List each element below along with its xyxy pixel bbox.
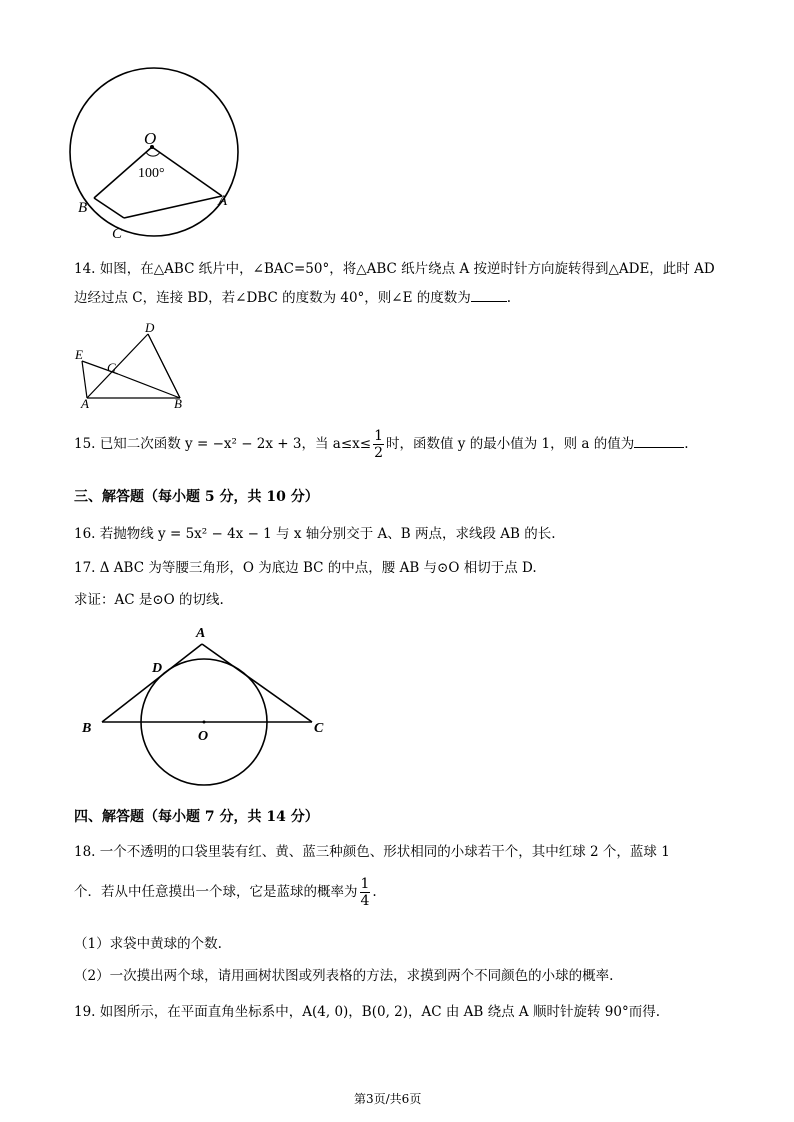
figure-q14-triangles [72, 318, 192, 410]
q14-answer-blank[interactable] [471, 289, 507, 302]
q15-fraction [373, 428, 384, 461]
q15-end: . [684, 436, 689, 452]
label-angle: 100° [138, 166, 165, 181]
label-d: D [152, 661, 163, 676]
angle-arc [146, 152, 160, 156]
q18-frac-num: 1 [360, 876, 370, 892]
page-footer: 第3页/共6页 [354, 1092, 422, 1106]
label-c: C [107, 360, 116, 375]
figure-q13-circle [66, 64, 256, 244]
q14-line1: 14. 如图，在△ABC 纸片中，∠BAC=50°，将△ABC 纸片绕点 A 按逆时针方向旋转得到△ADE，此时 AD [74, 261, 715, 277]
q14-end: . [506, 290, 512, 306]
q16-line: 16. 若抛物线 y = 5x² − 4x − 1 与 x 轴分别交于 A、B 两点，求线段 AB 的长. [74, 526, 556, 542]
label-c: C [112, 226, 123, 242]
label-a: A [81, 396, 89, 410]
label-a: A [196, 626, 206, 641]
q15-frac-num: 1 [374, 428, 383, 444]
q15-pre: 15. 已知二次函数 y = −x² − 2x + 3，当 a≤x≤ [74, 436, 372, 452]
q15-answer-blank[interactable] [634, 435, 684, 448]
label-b: B [78, 200, 88, 216]
q18-fraction [360, 876, 371, 909]
q18-sub2: （2）一次摸出两个球，请用画树状图或列表格的方法，求摸到两个不同颜色的小球的概率. [74, 968, 614, 984]
section-3-heading: 三、解答题（每小题 5 分，共 10 分） [74, 489, 319, 505]
segment-ca [124, 196, 222, 218]
q15-post: 时，函数值 y 的最小值为 1，则 a 的值为 [386, 436, 635, 452]
q17-line2: 求证：AC 是⊙O 的切线. [74, 592, 224, 608]
figure-q17-tangent [78, 620, 338, 792]
q14-line2-text: 边经过点 C，连接 BD，若∠DBC 的度数为 40°，则∠E 的度数为 [74, 290, 471, 306]
label-o: O [198, 729, 209, 744]
section-4-heading: 四、解答题（每小题 7 分，共 14 分） [74, 809, 319, 825]
q14-line2 [74, 286, 511, 306]
label-e: E [75, 347, 83, 362]
label-b: B [174, 396, 182, 410]
q19-line: 19. 如图所示，在平面直角坐标系中，A(4, 0)，B(0, 2)，AC 由 AB 绕点 A 顺时针旋转 90°而得. [74, 1004, 660, 1020]
q18-line2-post: . [372, 884, 377, 900]
label-d: D [145, 320, 155, 335]
q17-line1: 17. Δ ABC 为等腰三角形，O 为底边 BC 的中点，腰 AB 与⊙O 相切于点 D. [74, 560, 537, 576]
q18-line1: 18. 一个不透明的口袋里装有红、黄、蓝三种颜色、形状相同的小球若干个，其中红球 2 个，蓝球 1 [74, 844, 670, 860]
q18-line2-pre: 个．若从中任意摸出一个球，它是蓝球的概率为 [74, 884, 358, 900]
label-b: B [82, 721, 92, 736]
label-c: C [314, 721, 324, 736]
q15-frac-den: 2 [374, 445, 383, 461]
q18-line2 [74, 876, 377, 909]
label-o: O [144, 129, 157, 148]
q15-line [74, 428, 689, 461]
label-a: A [218, 193, 228, 209]
q18-sub1: （1）求袋中黄球的个数. [74, 936, 222, 952]
q18-frac-den: 4 [360, 893, 370, 909]
